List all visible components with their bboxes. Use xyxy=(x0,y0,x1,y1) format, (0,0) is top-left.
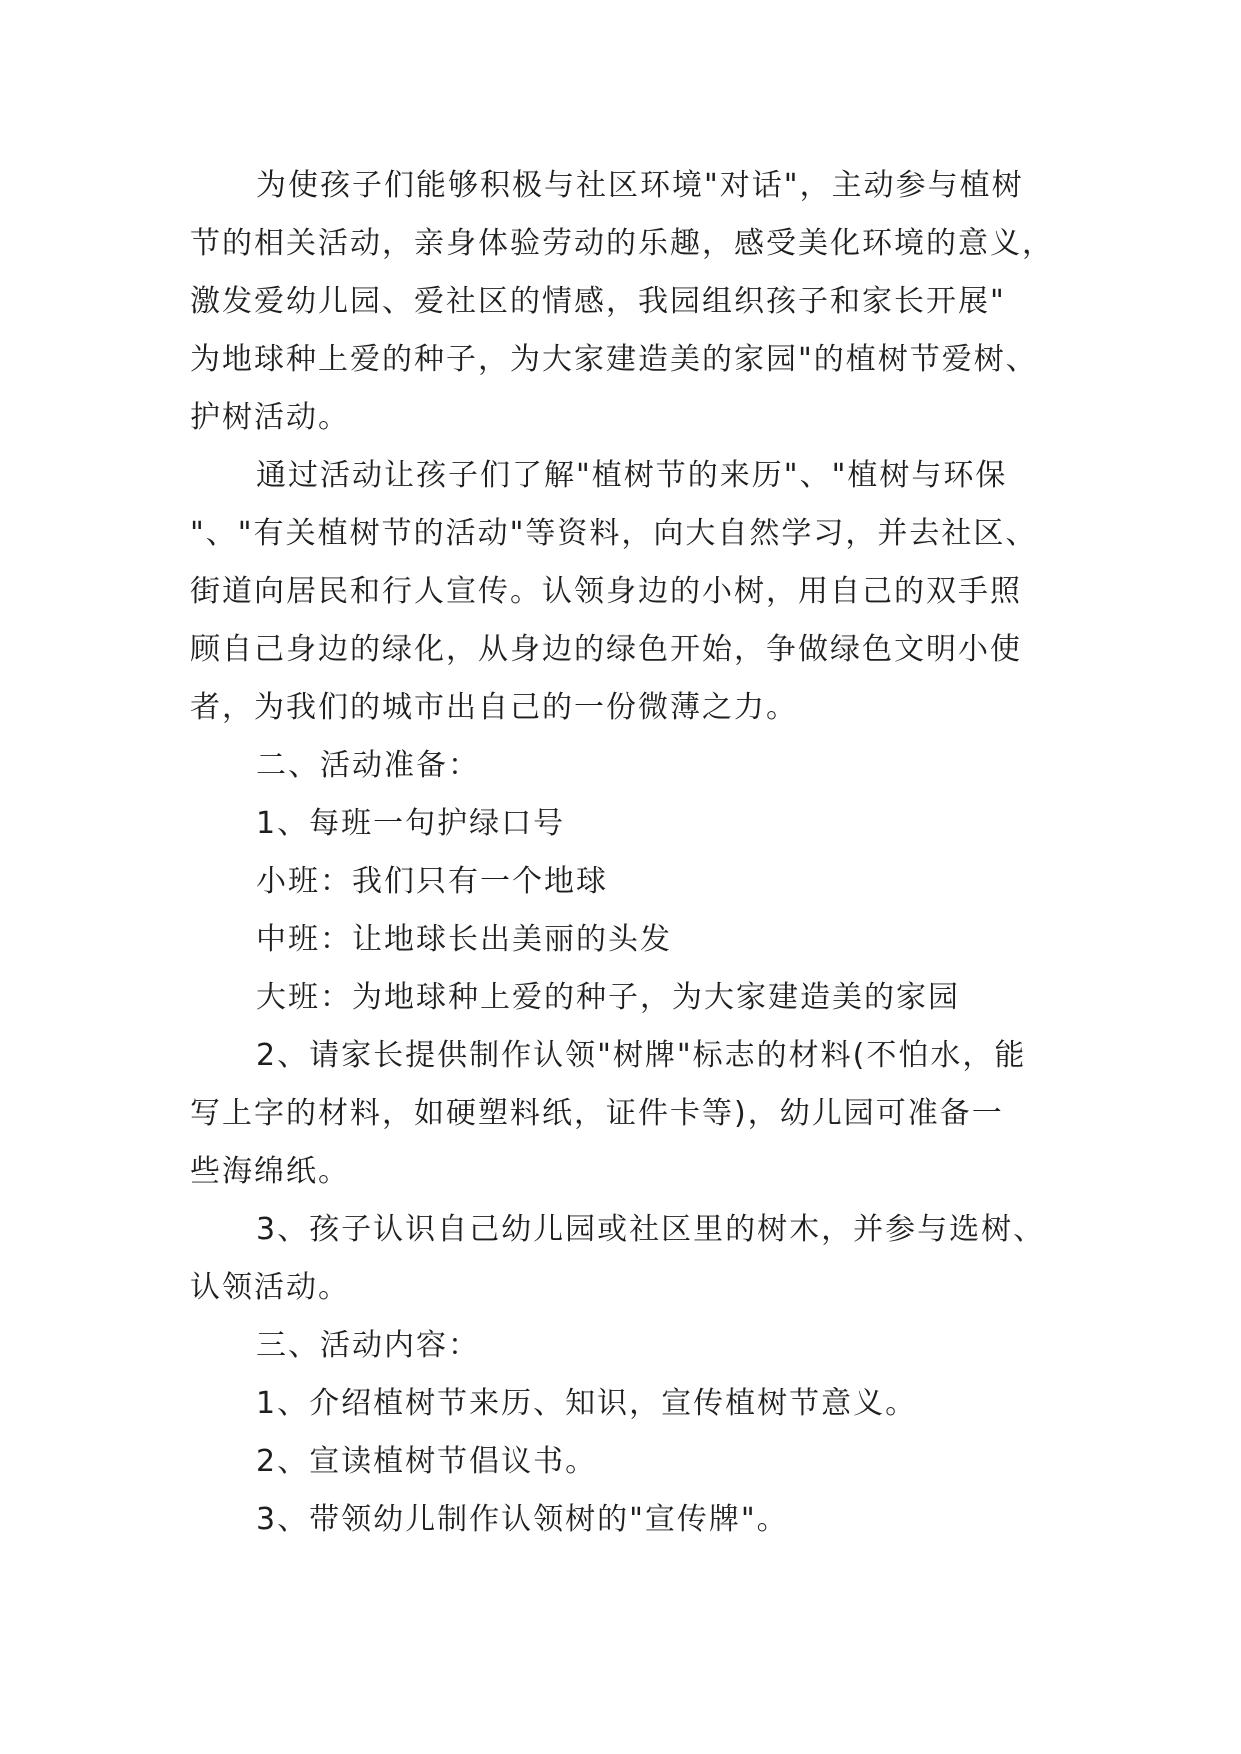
text-line: 中班：让地球长出美丽的头发 xyxy=(256,922,672,957)
text-line: 护树活动。 xyxy=(190,400,350,435)
text-line: 1、介绍植树节来历、知识，宣传植树节意义。 xyxy=(256,1386,918,1421)
text-line: 街道向居民和行人宣传。认领身边的小树，用自己的双手照 xyxy=(190,574,1022,609)
text-line: 为地球种上爱的种子，为大家建造美的家园"的植树节爱树、 xyxy=(190,342,1038,377)
text-line: 者，为我们的城市出自己的一份微薄之力。 xyxy=(190,690,798,725)
text-line: 通过活动让孩子们了解"植树节的来历"、"植树与环保 xyxy=(256,458,1008,493)
slogan-small-class xyxy=(190,853,1070,911)
text-line: 激发爱幼儿园、爱社区的情感，我园组织孩子和家长开展" xyxy=(190,284,1006,319)
section-heading-preparation xyxy=(190,737,1070,795)
text-line: 3、孩子认识自己幼儿园或社区里的树木，并参与选树、 xyxy=(256,1212,1046,1247)
text-line: 3、带领幼儿制作认领树的"宣传牌"。 xyxy=(256,1502,789,1537)
list-item-prep-2 xyxy=(190,1027,1070,1201)
text-line: 为使孩子们能够积极与社区环境"对话"，主动参与植树 xyxy=(256,168,1024,203)
document-body xyxy=(190,157,1070,1549)
text-line: 1、每班一句护绿口号 xyxy=(256,806,566,841)
text-line: 大班：为地球种上爱的种子，为大家建造美的家园 xyxy=(256,980,960,1015)
list-item-content-2 xyxy=(190,1433,1070,1491)
text-line: 节的相关活动，亲身体验劳动的乐趣，感受美化环境的意义， xyxy=(190,226,1054,261)
list-item-content-3 xyxy=(190,1491,1070,1549)
heading-line: 三、活动内容： xyxy=(256,1328,480,1363)
slogan-large-class xyxy=(190,969,1070,1027)
list-item-prep-3 xyxy=(190,1201,1070,1317)
text-line: 写上字的材料，如硬塑料纸，证件卡等)，幼儿园可准备一 xyxy=(190,1096,1004,1131)
list-item-content-1 xyxy=(190,1375,1070,1433)
text-line: 认领活动。 xyxy=(190,1270,350,1305)
text-line: 小班：我们只有一个地球 xyxy=(256,864,608,899)
paragraph-intro xyxy=(190,157,1070,447)
list-item-prep-1 xyxy=(190,795,1070,853)
text-line: 顾自己身边的绿化，从身边的绿色开始，争做绿色文明小使 xyxy=(190,632,1022,667)
slogan-middle-class xyxy=(190,911,1070,969)
text-line: 些海绵纸。 xyxy=(190,1154,350,1189)
heading-line: 二、活动准备： xyxy=(256,748,480,783)
section-heading-content xyxy=(190,1317,1070,1375)
paragraph-purpose xyxy=(190,447,1070,737)
text-line: "、"有关植树节的活动"等资料，向大自然学习，并去社区、 xyxy=(190,516,1038,551)
text-line: 2、宣读植树节倡议书。 xyxy=(256,1444,598,1479)
text-line: 2、请家长提供制作认领"树牌"标志的材料(不怕水，能 xyxy=(256,1038,1027,1073)
